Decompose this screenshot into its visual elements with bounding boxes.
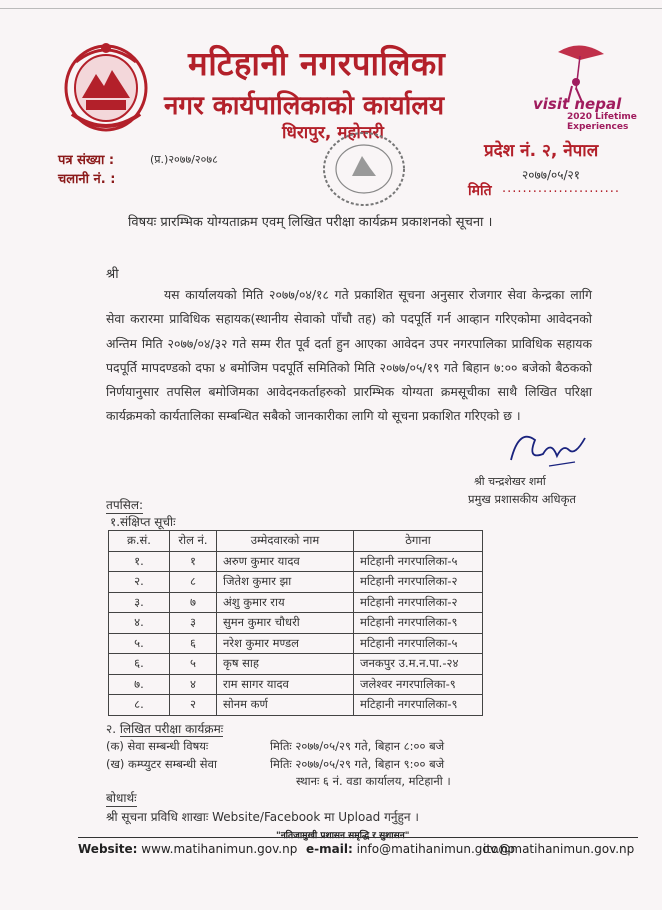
signatory-name: श्री चन्द्रशेखर शर्मा <box>474 475 546 488</box>
bodharth-text: श्री सूचना प्रविधि शाखाः Website/Facebook मा Upload गर्नुहुन । <box>106 810 419 824</box>
government-emblem-icon <box>62 40 150 132</box>
subject-line: विषयः प्रारम्भिक योग्यताक्रम एवम् लिखित परीक्षा कार्यक्रम प्रकाशनको सूचना । <box>128 215 493 230</box>
short-list-title: १.संक्षिप्त सूचीः <box>110 515 176 529</box>
cell-serial: ८. <box>109 695 170 716</box>
email-link[interactable]: info@matihanimun.gov.np <box>356 842 515 856</box>
cell-serial: ३. <box>109 592 170 613</box>
cell-name: कृष साह <box>217 654 354 675</box>
visit-nepal-wordmark: visit nepal <box>533 95 622 113</box>
cell-roll: ६ <box>170 633 217 654</box>
exam-section-number: २. <box>106 722 117 736</box>
cell-serial: ५. <box>109 633 170 654</box>
exam-row-value: मितिः २०७७/०५/२९ गते, बिहान ९:०० बजे <box>270 757 445 771</box>
cell-serial: २. <box>109 572 170 593</box>
candidate-table <box>108 530 483 716</box>
cell-name: सुमन कुमार चौधरी <box>217 613 354 634</box>
cell-roll: ५ <box>170 654 217 675</box>
table-row <box>109 695 483 716</box>
cell-address: मटिहानी नगरपालिका-९ <box>354 695 483 716</box>
bodharth-label: बोधार्थः <box>106 791 137 805</box>
miti-dots: ....................... <box>502 181 621 196</box>
email-label: e-mail: <box>306 842 353 856</box>
visit-nepal-year: 2020 Lifetime Experiences <box>567 112 637 132</box>
cell-name: जितेश कुमार झा <box>217 572 354 593</box>
salutation: श्री <box>106 267 119 282</box>
cell-address: मटिहानी नगरपालिका-५ <box>354 551 483 572</box>
table-row <box>109 674 483 695</box>
cell-serial: १. <box>109 551 170 572</box>
cell-address: जनकपुर उ.म.न.पा.-२४ <box>354 654 483 675</box>
cell-address: मटिहानी नगरपालिका-२ <box>354 592 483 613</box>
cell-roll: २ <box>170 695 217 716</box>
exam-venue: स्थानः ६ नं. वडा कार्यालय, मटिहानी । <box>296 774 451 788</box>
table-header-row <box>109 531 483 552</box>
table-row <box>109 551 483 572</box>
top-rule <box>0 8 662 9</box>
exam-row-label: (ख) कम्प्युटर सम्बन्धी सेवा <box>106 757 217 771</box>
cell-roll: ८ <box>170 572 217 593</box>
cell-roll: ४ <box>170 674 217 695</box>
cell-address: जलेश्वर नगरपालिका-९ <box>354 674 483 695</box>
cell-name: नरेश कुमार मण्डल <box>217 633 354 654</box>
cell-address: मटिहानी नगरपालिका-९ <box>354 613 483 634</box>
cell-serial: ४. <box>109 613 170 634</box>
cell-roll: १ <box>170 551 217 572</box>
exam-row-value: मितिः २०७७/०५/२९ गते, बिहान ८:०० बजे <box>270 739 445 753</box>
footer-motto: "नतिजामुखी प्रशासन समृद्धि र सुशासन" <box>276 831 410 841</box>
cell-address: मटिहानी नगरपालिका-२ <box>354 572 483 593</box>
cell-serial: ७. <box>109 674 170 695</box>
patra-sankhya-value: (प्र.)२०७७/२०७८ <box>150 153 218 166</box>
cell-serial: ६. <box>109 654 170 675</box>
office-stamp-icon <box>318 128 410 210</box>
cell-roll: ७ <box>170 592 217 613</box>
table-row <box>109 572 483 593</box>
footer-email-2[interactable]: ito@matihanimun.gov.np <box>483 842 635 856</box>
col-header-serial: क्र.सं. <box>109 531 170 552</box>
cell-name: राम सागर यादव <box>217 674 354 695</box>
office-address: धिरापुर, महोत्तरी <box>282 123 384 143</box>
municipality-title: मटिहानी नगरपालिका <box>188 44 446 83</box>
office-title: नगर कार्यपालिकाको कार्यालय <box>164 91 445 121</box>
body-paragraph: यस कार्यालयको मिति २०७७/०४/१८ गते प्रकाशित सूचना अनुसार रोजगार सेवा केन्द्रका लागि सेवा करारमा प्राविधिक सहायक(स्थानीय सेवाको पाँचौ तह) को पदपूर्ति गर्न आव्हान गरिएकोमा आवेदनको अन्तिम मिति २०७७/०४/३२ गते सम्म रीत पूर्व दर्ता हुन आएका आवेदन उपर नगरपालिका प्राविधिक सहायक पदपूर्ति मापदण्डको दफा ४ बमोजिम पदपूर्ति समितिको मिति २०७७/०५/१९ गते बिहान ७:०० बजेको बैठकको निर्णयानुसार तपसिल बमोजिमका आवेदनकर्ताहरुको प्रारम्भिक योग्यता क्रमसूचीका साथै लिखित परिक्षा कार्यक्रमको कार्यतालिका सम्बन्धित सबैको जानकारीका लागि यो सूचना प्रकाशित गरिएको छ । <box>106 287 592 424</box>
patra-sankhya-label: पत्र संख्या : <box>58 153 115 168</box>
website-link[interactable]: www.matihanimun.gov.np <box>141 842 298 856</box>
cell-roll: ३ <box>170 613 217 634</box>
website-label: Website: <box>78 842 138 856</box>
signature-icon <box>505 420 595 480</box>
exam-row-label: (क) सेवा सम्बन्धी विषयः <box>106 739 209 753</box>
signatory-title: प्रमुख प्रशासकीय अधिकृत <box>468 492 576 506</box>
miti-label: मिति <box>468 183 492 199</box>
col-header-address: ठेगाना <box>354 531 483 552</box>
tapasil-label: तपसिल: <box>106 498 144 512</box>
col-header-name: उम्मेदवारको नाम <box>217 531 354 552</box>
footer-website <box>78 842 297 856</box>
issue-date: २०७७/०५/२१ <box>522 168 581 182</box>
table-row <box>109 654 483 675</box>
candidate-rows <box>109 551 483 715</box>
exam-section-title: लिखित परीक्षा कार्यक्रमः <box>119 722 224 736</box>
exam-schedule-title <box>106 720 223 737</box>
table-row <box>109 633 483 654</box>
province-label: प्रदेश नं. २, नेपाल <box>484 141 599 161</box>
table-row <box>109 613 483 634</box>
cell-name: सोनम कर्ण <box>217 695 354 716</box>
cell-address: मटिहानी नगरपालिका-५ <box>354 633 483 654</box>
col-header-roll: रोल नं. <box>170 531 217 552</box>
table-row <box>109 592 483 613</box>
cell-name: अरुण कुमार यादव <box>217 551 354 572</box>
chalani-label: चलानी नं. : <box>58 172 116 187</box>
cell-name: अंशु कुमार राय <box>217 592 354 613</box>
footer-rule <box>78 837 638 838</box>
